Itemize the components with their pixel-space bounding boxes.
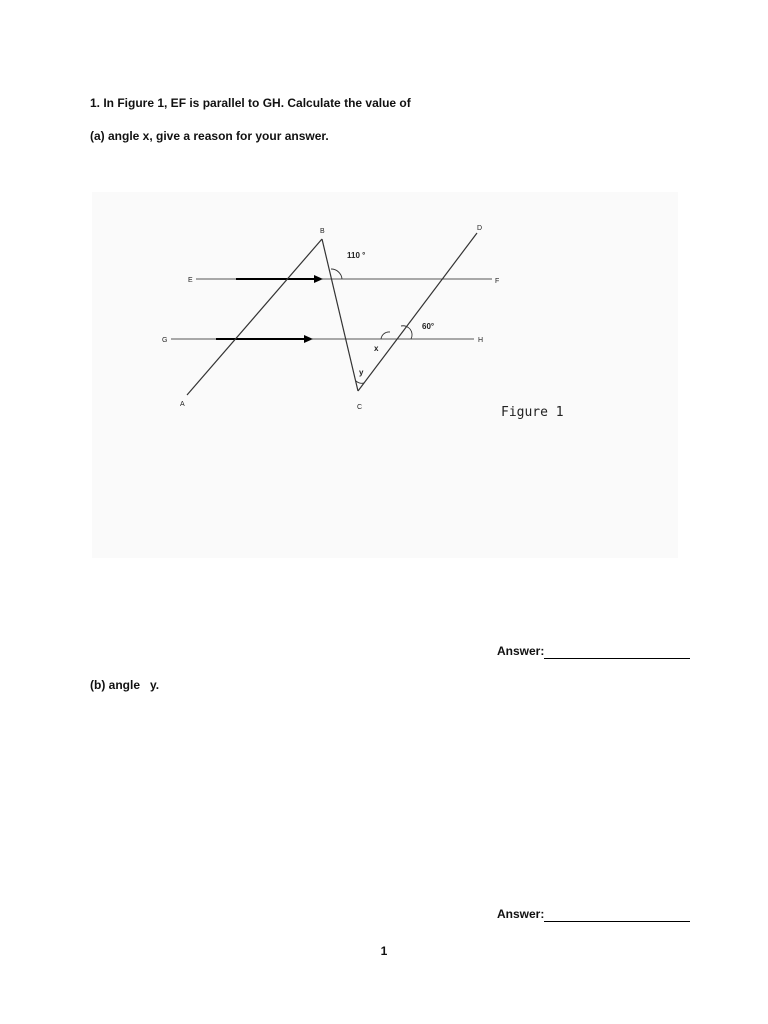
angle-arc-y (356, 381, 364, 383)
answer-row-a (497, 644, 691, 660)
angle-arc-x (381, 332, 390, 339)
arrowhead-gh (304, 335, 313, 343)
point-label-d: D (477, 225, 483, 232)
figure-diagram (92, 192, 678, 558)
figure-1 (92, 192, 678, 558)
line-cd (358, 233, 477, 391)
point-label-c: C (357, 404, 363, 411)
point-label-f: F (495, 278, 500, 285)
question-part-a: (a) angle x, give a reason for your answer. (90, 129, 329, 143)
question-part-b: (b) angle y. (90, 678, 160, 692)
angle-label-x: x (374, 344, 379, 353)
answer-line-b[interactable] (544, 921, 690, 922)
arrowhead-ef (314, 275, 323, 283)
point-label-e: E (188, 277, 193, 284)
answer-row-b (497, 907, 691, 923)
page-number: 1 (380, 944, 388, 958)
figure-caption: Figure 1 (501, 405, 564, 420)
answer-label-b: Answer: (497, 907, 545, 921)
line-ab (187, 239, 322, 395)
angle-arc-110 (331, 269, 342, 279)
angle-label-y: y (359, 368, 364, 377)
point-label-h: H (478, 337, 484, 344)
answer-label-a: Answer: (497, 644, 545, 658)
point-label-b: B (320, 228, 325, 235)
answer-line-a[interactable] (544, 658, 690, 659)
angle-label-110: 110 ° (347, 251, 366, 260)
question-title: 1. In Figure 1, EF is parallel to GH. Calculate the value of (90, 96, 411, 110)
angle-label-60: 60° (422, 322, 435, 331)
line-bc (322, 239, 358, 391)
point-label-g: G (162, 337, 168, 344)
point-label-a: A (180, 401, 185, 408)
